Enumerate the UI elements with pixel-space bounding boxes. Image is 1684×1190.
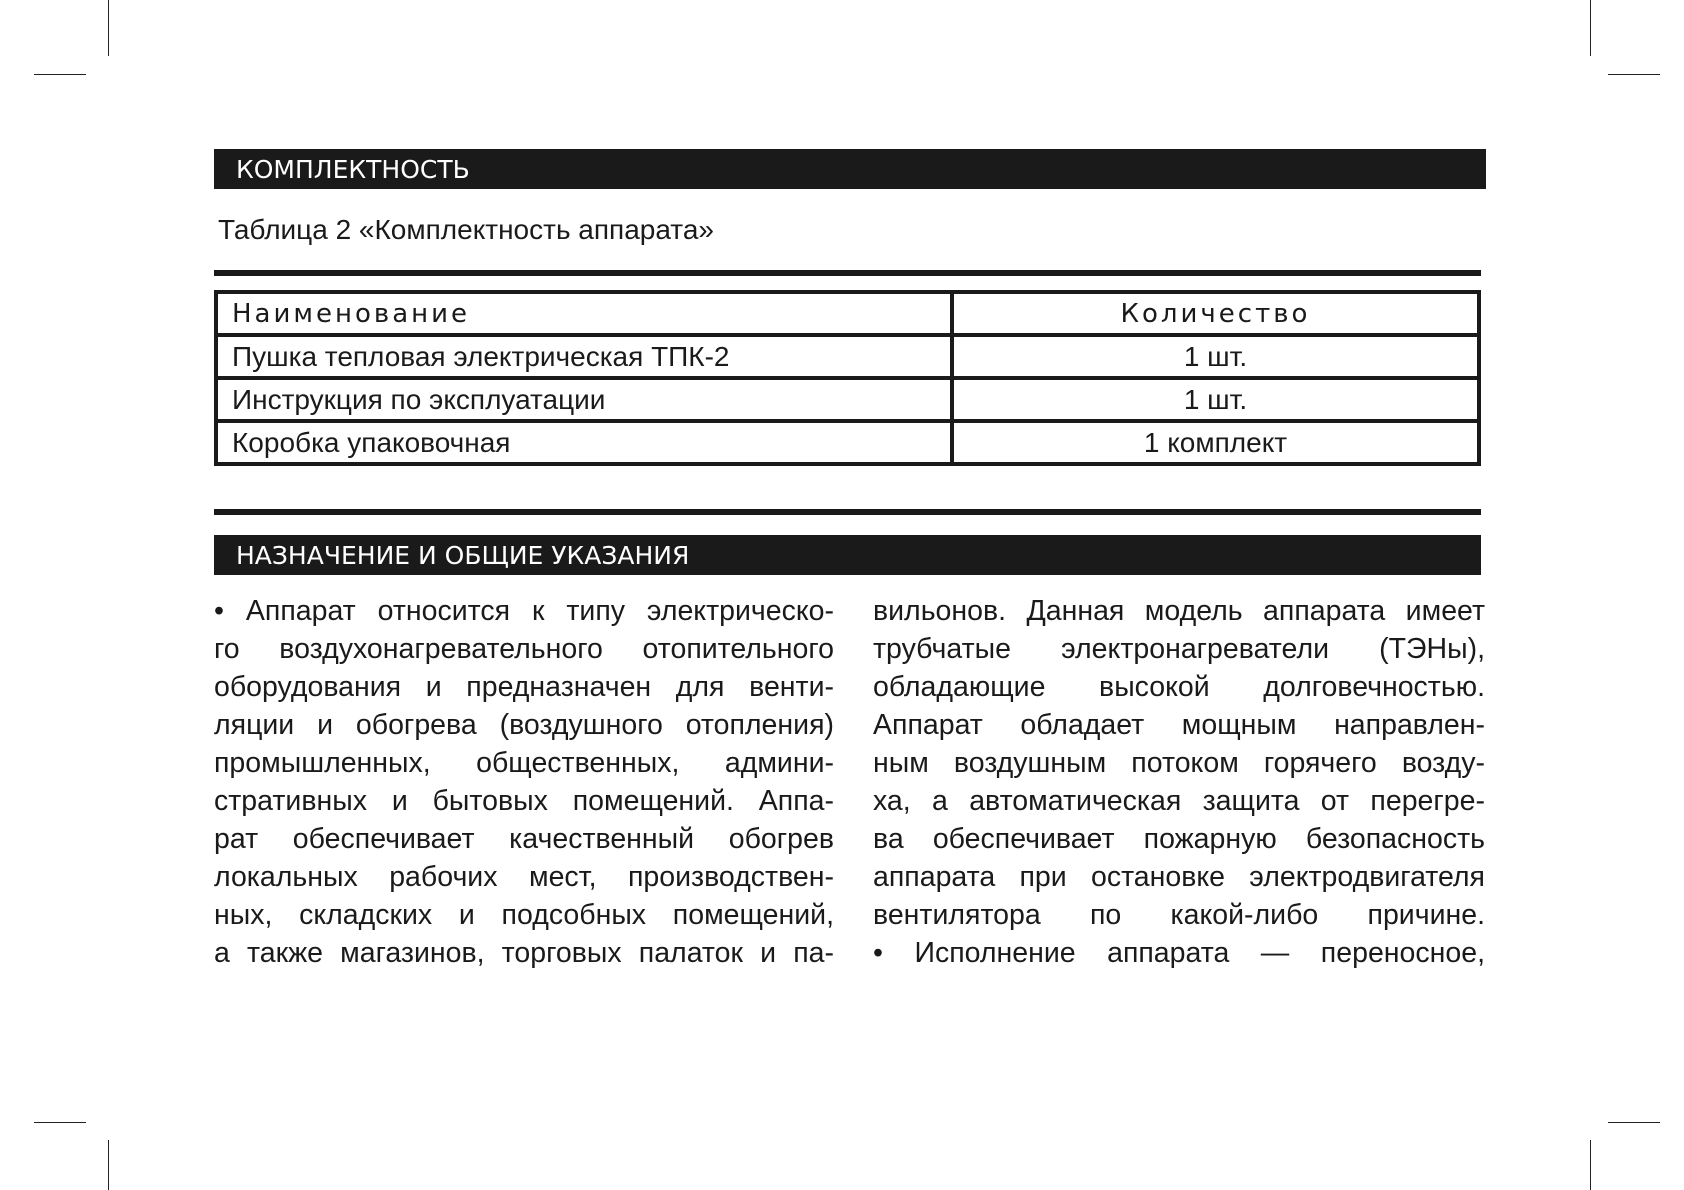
- kit-table: [214, 290, 1481, 466]
- text-line: рат обеспечивает качественный обогрев: [214, 823, 834, 855]
- crop-mark: [34, 74, 86, 75]
- crop-mark: [108, 0, 109, 56]
- crop-mark: [108, 1140, 109, 1190]
- text-line: го воздухонагревательного отопительного: [214, 633, 834, 665]
- header-qty: Количество: [952, 292, 1479, 335]
- section-title-purpose: [214, 535, 1481, 575]
- table-row: [216, 335, 1479, 378]
- table-row: [216, 421, 1479, 464]
- text-line: ных, складских и подсобных помещений,: [214, 899, 834, 931]
- row-name: Пушка тепловая электрическая ТПК-2: [216, 335, 952, 378]
- text-line: обладающие высокой долговечностью.: [873, 671, 1485, 703]
- text-line: ляции и обогрева (воздушного отопления): [214, 709, 834, 741]
- text-line: ха, а автоматическая защита от перегре-: [873, 785, 1485, 817]
- section-title-purpose-text: НАЗНАЧЕНИЕ И ОБЩИЕ УКАЗАНИЯ: [236, 540, 690, 570]
- row-name: Коробка упаковочная: [216, 421, 952, 464]
- section-title-kit: [214, 149, 1486, 189]
- text-line: вентилятора по какой-либо причине.: [873, 899, 1485, 931]
- text-line: • Исполнение аппарата — переносное,: [873, 937, 1485, 969]
- crop-mark: [1590, 0, 1591, 56]
- crop-mark: [1590, 1140, 1591, 1190]
- text-line: • Аппарат относится к типу электрическо-: [214, 595, 834, 627]
- text-line: вильонов. Данная модель аппарата имеет: [873, 595, 1485, 627]
- table-caption: Таблица 2 «Комплектность аппарата»: [218, 214, 714, 245]
- table-row: [216, 378, 1479, 421]
- text-line: трубчатые электронагреватели (ТЭНы),: [873, 633, 1485, 665]
- text-line: ным воздушным потоком горячего возду-: [873, 747, 1485, 779]
- table-bottom-rule: [214, 509, 1481, 515]
- header-name: Наименование: [216, 292, 952, 335]
- text-line: аппарата при остановке электродвигателя: [873, 861, 1485, 893]
- row-name: Инструкция по эксплуатации: [216, 378, 952, 421]
- section-title-kit-text: КОМПЛЕКТНОСТЬ: [236, 154, 470, 184]
- text-line: ва обеспечивает пожарную безопасность: [873, 823, 1485, 855]
- table-top-rule: [214, 270, 1481, 276]
- crop-mark: [34, 1122, 86, 1123]
- text-line: оборудования и предназначен для венти-: [214, 671, 834, 703]
- table-header-row: [216, 292, 1479, 335]
- text-line: промышленных, общественных, админи-: [214, 747, 834, 779]
- crop-mark: [1608, 1122, 1660, 1123]
- text-line: Аппарат обладает мощным направлен-: [873, 709, 1485, 741]
- text-line: локальных рабочих мест, производствен-: [214, 861, 834, 893]
- text-line: стративных и бытовых помещений. Аппа-: [214, 785, 834, 817]
- text-column-left: [214, 592, 834, 972]
- row-qty: 1 комплект: [952, 421, 1479, 464]
- crop-mark: [1608, 74, 1660, 75]
- row-qty: 1 шт.: [952, 335, 1479, 378]
- text-column-right: [873, 592, 1485, 972]
- text-line: а также магазинов, торговых палаток и па-: [214, 937, 834, 969]
- row-qty: 1 шт.: [952, 378, 1479, 421]
